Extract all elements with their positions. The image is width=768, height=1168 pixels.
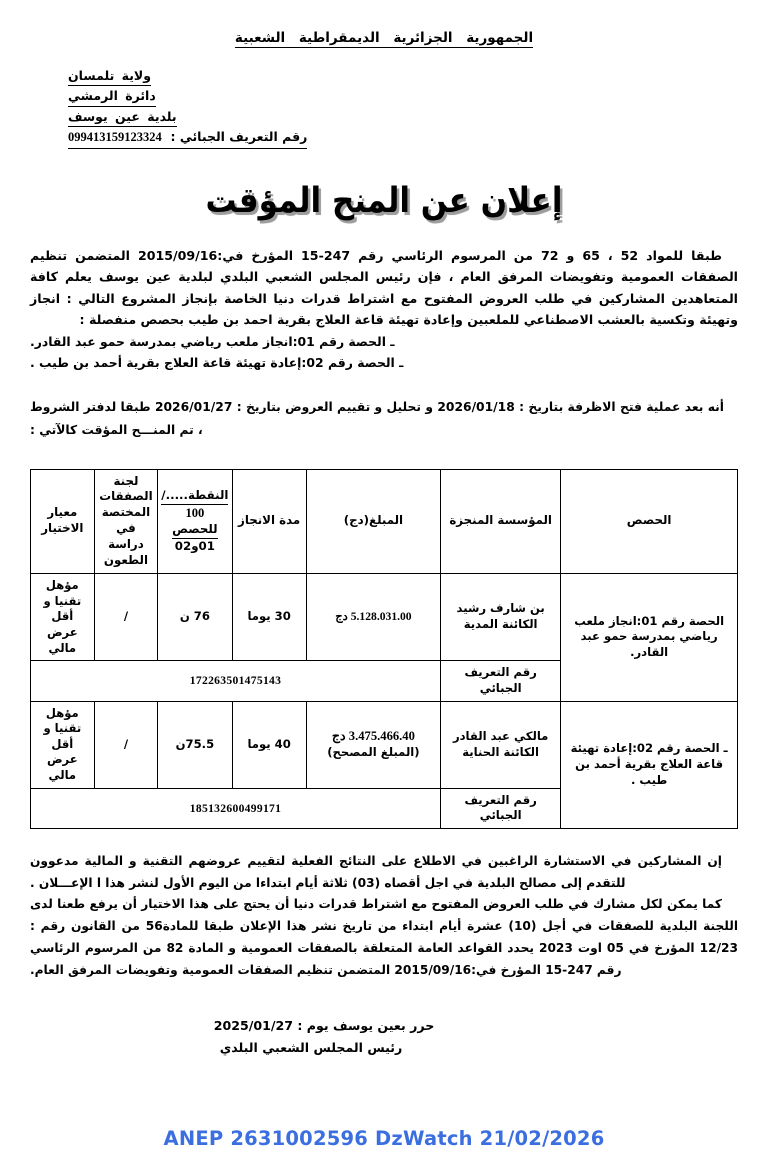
cell-duration: 30 يوما (232, 574, 306, 661)
header-company: المؤسسة المنجزة (441, 469, 561, 574)
republic-header-text: الجمهورية الجزائرية الديمقراطية الشعبية (234, 30, 534, 46)
cell-score: 75.5ن (158, 701, 232, 788)
cell-lot-description: الحصة رقم 01:انجاز ملعب رياضي بمدرسة حمو عبد القادر. (561, 574, 738, 701)
header-score (158, 469, 232, 574)
cell-tax-label: رقم التعريف الجبائي (441, 661, 561, 701)
intro-lot2-line: ـ الحصة رقم 02:إعادة تهيئة قاعة العلاج بقرية أحمد بن طيب . (30, 355, 404, 371)
signature-signer: رئيس المجلس الشعبي البلدي (219, 1039, 403, 1055)
cell-amount: 5.128.031.00 دج (306, 574, 440, 661)
intro-paragraph: طبقا للمواد 52 ، 65 و 72 من المرسوم الرئاسي رقم 247-15 المؤرخ في:2015/09/16 المتضمن تنظيم الصفقات العمومية وتفويضات المرفق العام ، فإن رئيس المجلس الشعبي البلدي لبلدية عين يوسف يعلم كافة المتعاهدين المشاركين في طلب العروض المفتوح مع اشتراط قدرات دنيا الخاصة بإنجاز المشروع التالي : انجاز وتهيئة وتكسية بالعشب الاصطناعي للملعبين وإعادة تهيئة قاعة العلاج بقرية احمد بن طيب بحصص منفصلة : (30, 247, 738, 328)
cell-amount-note: (المبلغ المصحح) (327, 745, 420, 760)
signature-place-date: حرر بعين يوسف يوم : 2025/01/27 (213, 1018, 435, 1034)
closing-paragraph-1: إن المشاركين في الاستشارة الراغبين في الاطلاع على النتائج الفعلية لتقييم عروضهم التقنية و المالية مدعوون للتقدم إلى مصالح البلدية في اجل أقصاه (03) ثلاثة أيام ابتداءا من اليوم الأول لنشر هذا ا الإعـــلان . (30, 854, 722, 890)
cell-tax-label: رقم التعريف الجبائي (441, 788, 561, 828)
cell-amount-value: 3.475.466.40 دج (331, 729, 415, 744)
document-title-container (0, 180, 768, 221)
letterhead (0, 66, 768, 149)
letterhead-daira (68, 86, 768, 106)
intro-lot1-line: ـ الحصة رقم 01:انجاز ملعب رياضي بمدرسة حمو عبد القادر. (30, 334, 395, 350)
table-header-row-group (31, 469, 738, 574)
cell-criterion: مؤهل تقنيا و أقل عرض مالي (31, 574, 95, 661)
table-row (31, 574, 738, 661)
letterhead-wilaya (68, 66, 768, 86)
dates-paragraph: أنه بعد عملية فتح الاظرفة بتاريخ : 2026/01/18 و تحليل و تقييم العروض بتاريخ : 2026/01/27 طبقا لدفتر الشروط ، تم المنـــح المؤقت كالآتي : (30, 399, 725, 438)
letterhead-wilaya-text: ولاية تلمسان (68, 66, 151, 86)
republic-header (0, 30, 768, 48)
award-table-container (0, 469, 768, 830)
header-criterion: معيار الاختيار (31, 469, 95, 574)
header-score-line3: للحصص (172, 522, 217, 539)
header-score-line1: النقطة...../ (161, 488, 228, 505)
cell-tax-number: 172263501475143 (31, 661, 441, 701)
header-lots: الحصص (561, 469, 738, 574)
closing-section (0, 851, 768, 981)
table-body (31, 574, 738, 829)
cell-committee: / (94, 701, 158, 788)
header-score-line2: 100 (185, 505, 205, 520)
tax-id-value: 099413159123324 (68, 130, 162, 145)
anep-footer-text: ANEP 2631002596 DzWatch 21/02/2026 (163, 1127, 605, 1150)
letterhead-commune (68, 107, 768, 127)
spacer (30, 374, 738, 396)
table-header-row (31, 469, 738, 574)
letterhead-daira-text: دائرة الرمشي (68, 86, 156, 106)
cell-duration: 40 يوما (232, 701, 306, 788)
letterhead-commune-text: بلدية عين يوسف (68, 107, 177, 127)
header-score-line4: 01و02 (174, 538, 215, 553)
cell-score: 76 ن (158, 574, 232, 661)
anep-footer (0, 1127, 768, 1150)
header-amount: المبلغ(دج) (306, 469, 440, 574)
letterhead-tax-id (68, 127, 768, 148)
document-page (0, 30, 768, 1168)
cell-lot-description: ـ الحصة رقم 02:إعادة تهيئة قاعة العلاج بقرية أحمد بن طيب . (561, 701, 738, 828)
header-duration: مدة الانجاز (232, 469, 306, 574)
intro-section (0, 245, 768, 443)
award-table (30, 469, 738, 830)
cell-committee: / (94, 574, 158, 661)
closing-paragraph-2: كما يمكن لكل مشارك في طلب العروض المفتوح مع اشتراط قدرات دنيا أن يحتج على هذا الاختيار أن يرفع طعنا لدى اللجنة البلدية للصفقات في أجل (10) عشرة أيام ابتداء من تاريخ نشر هذا الإعلان طبقا للمادة56 من القانون رقم : 12/23 المؤرخ في 05 اوت 2023 يحدد القواعد العامة المتعلقة بالصفقات العمومية و المادة 82 من المرسوم الرئاسي رقم 247-15 المؤرخ في:2015/09/16 المتضمن تنظيم الصفقات العمومية وتفويضات المرفق العام. (30, 897, 738, 977)
header-committee: لجنة الصفقات المختصة في دراسة الطعون (94, 469, 158, 574)
page-title: إعلان عن المنح المؤقت (205, 180, 563, 221)
cell-tax-number: 185132600499171 (31, 788, 441, 828)
cell-amount (306, 701, 440, 788)
cell-company: مالكي عبد القادر الكائنة الحناية (441, 701, 561, 788)
signature-block (0, 1015, 768, 1058)
cell-criterion: مؤهل تقنيا و أقل عرض مالي (31, 701, 95, 788)
table-row (31, 701, 738, 788)
tax-id-label: رقم التعريف الجبائي : (170, 129, 308, 145)
cell-company: بن شارف رشيد الكائنة المدية (441, 574, 561, 661)
